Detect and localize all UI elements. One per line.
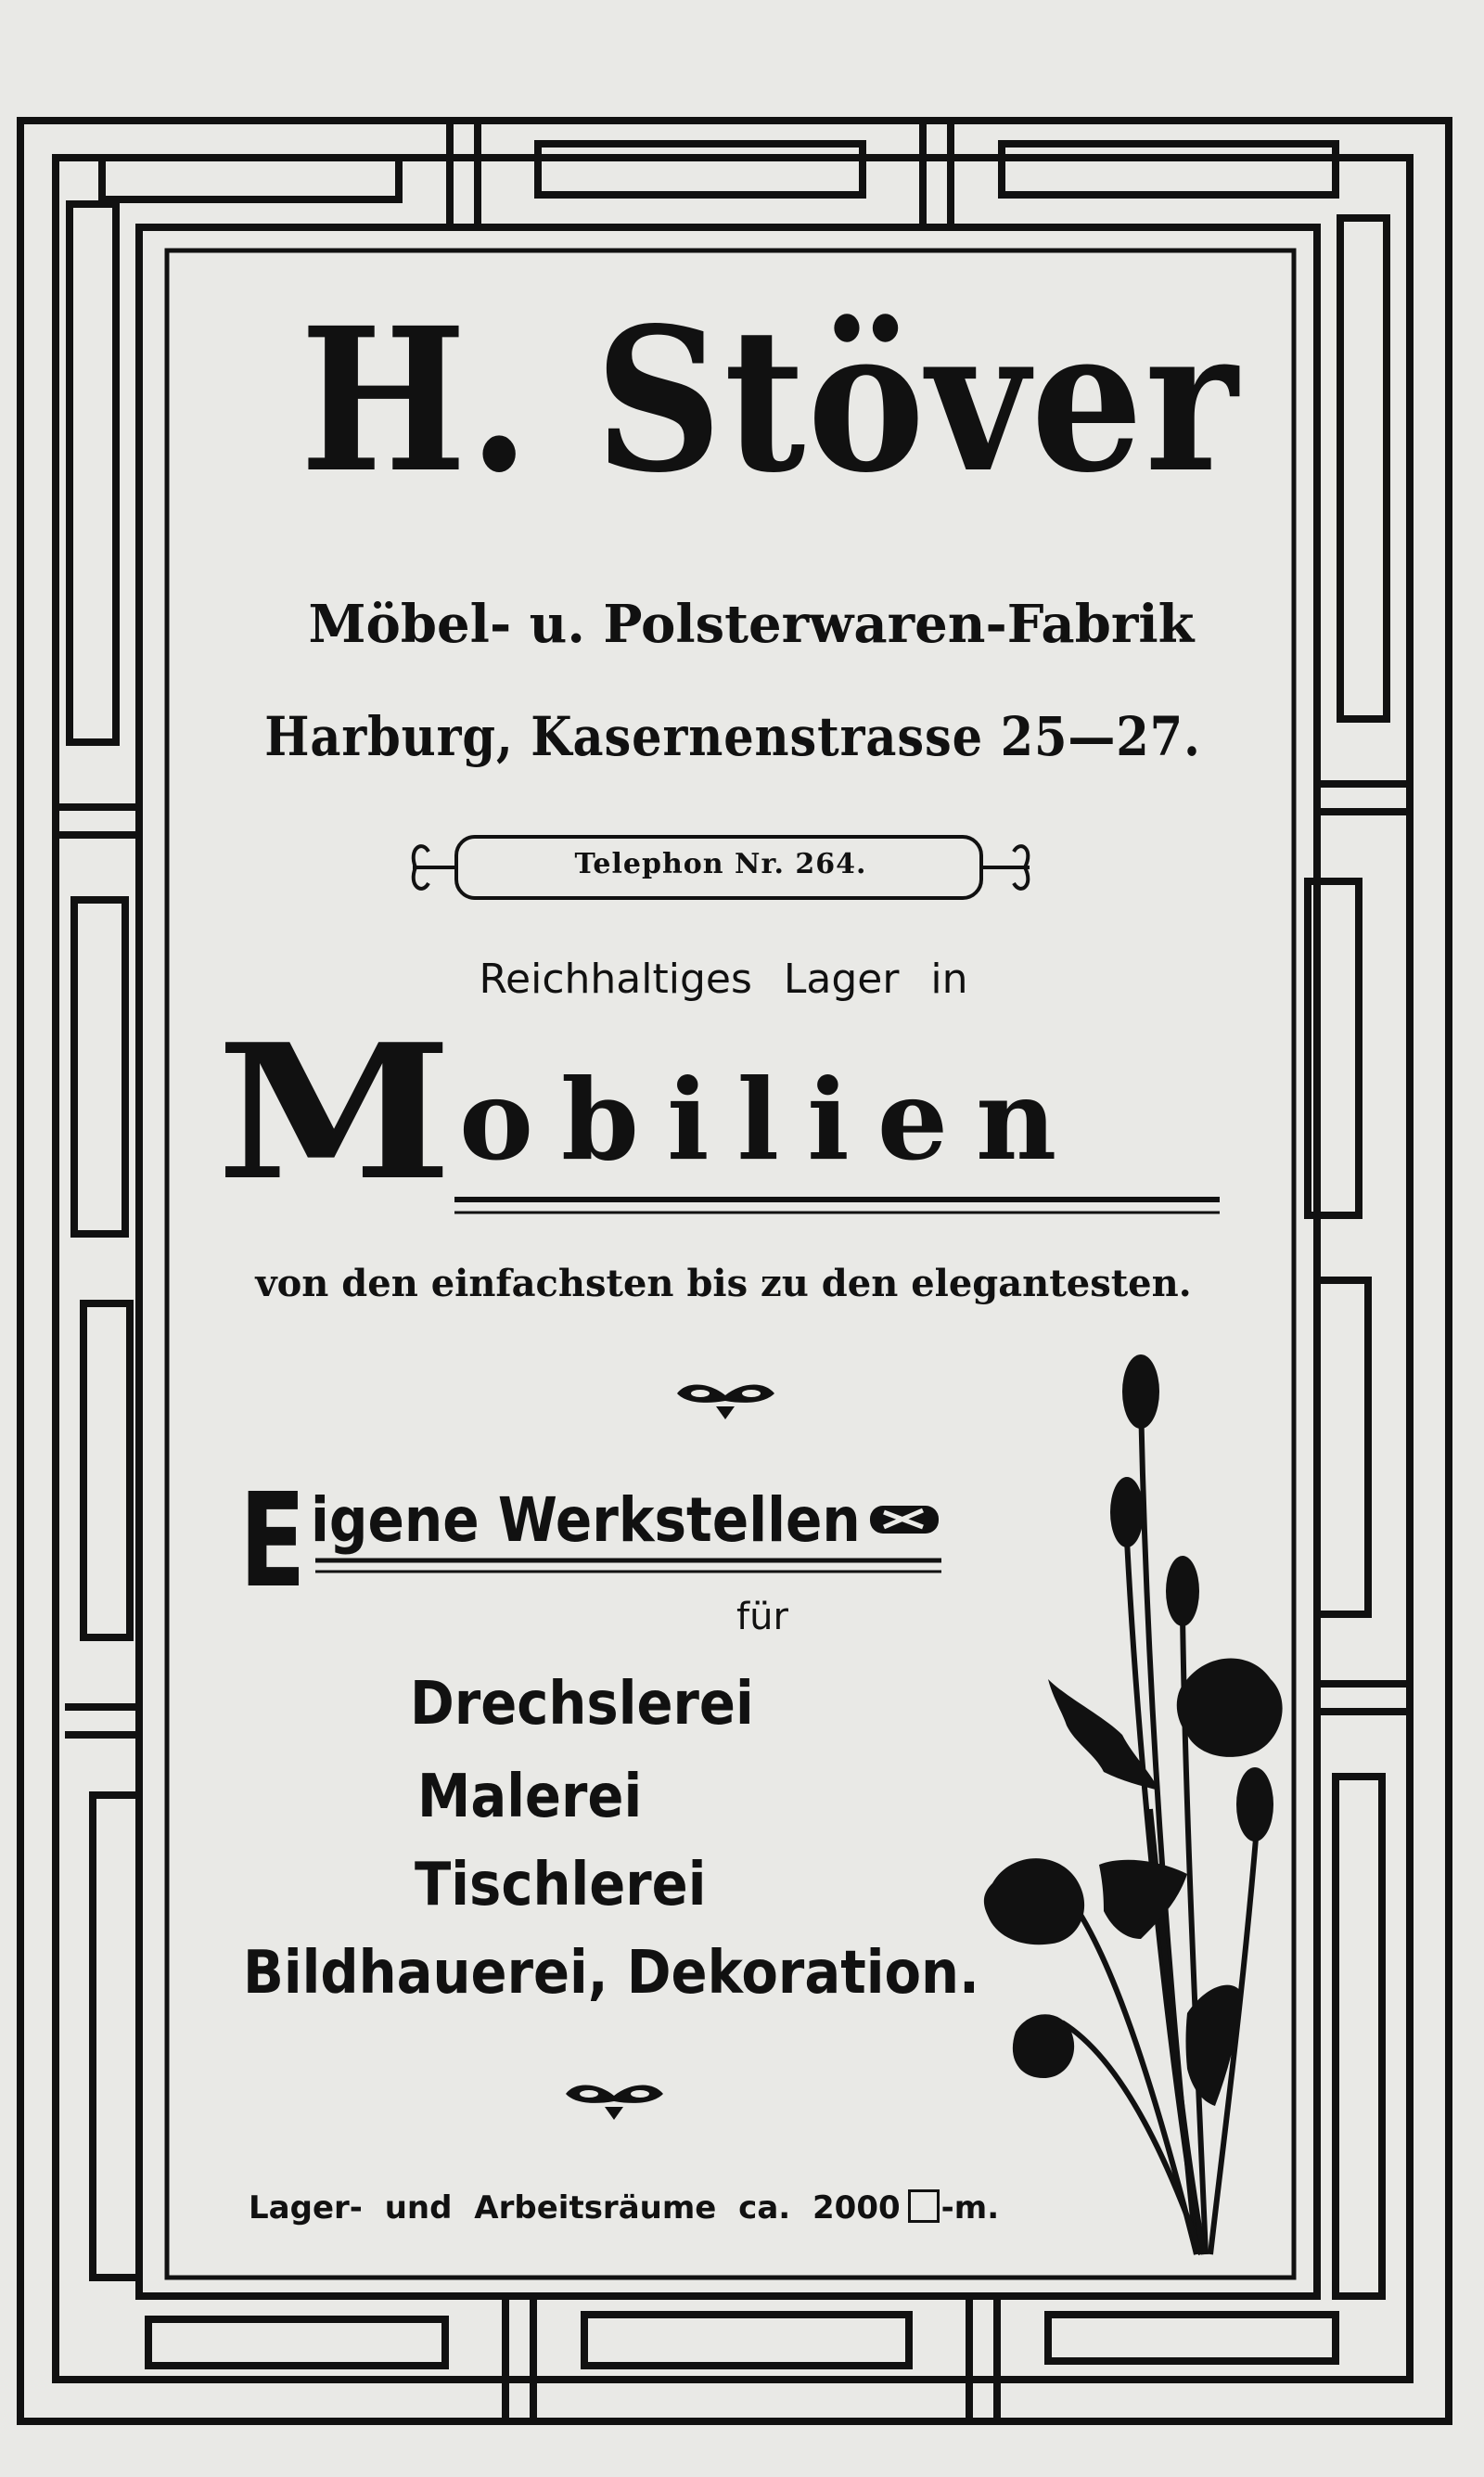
headline-initial: M <box>216 1004 453 1222</box>
craft-drechslerei: Drechslerei <box>410 1670 754 1739</box>
floral-ornament-icon <box>672 1373 779 1429</box>
floral-ornament-icon <box>561 2073 668 2129</box>
footer-text <box>249 2189 999 2227</box>
company-subtitle: Möbel- u. Polsterwaren-Fabrik <box>308 594 1195 655</box>
poppy-flower-illustration <box>974 1345 1308 2273</box>
square-meter-symbol <box>908 2189 940 2223</box>
workshops-heading: igene Werkstellen <box>311 1484 861 1556</box>
knot-ornament-icon <box>867 1501 941 1538</box>
range-text: von den einfachsten bis zu den elegantesten. <box>255 1262 1192 1305</box>
company-name: H. Stöver <box>300 284 1240 517</box>
telephone-number: Telephon Nr. 264. <box>574 848 867 880</box>
craft-tischlerei: Tischlerei <box>415 1851 707 1919</box>
craft-malerei: Malerei <box>417 1763 643 1831</box>
workshops-for: für <box>736 1596 788 1638</box>
company-address: Harburg, Kasernenstrasse 25—27. <box>264 705 1201 768</box>
workshops-initial: E <box>239 1466 306 1617</box>
craft-bildhauerei: Bildhauerei, Dekoration. <box>243 1939 979 2008</box>
headline-rest: obilien <box>459 1055 1085 1186</box>
footer-main: Lager- und Arbeitsräume ca. 2000 <box>249 2189 901 2227</box>
footer-unit: -m. <box>940 2189 1000 2227</box>
stock-intro: Reichhaltiges Lager in <box>479 956 968 1003</box>
